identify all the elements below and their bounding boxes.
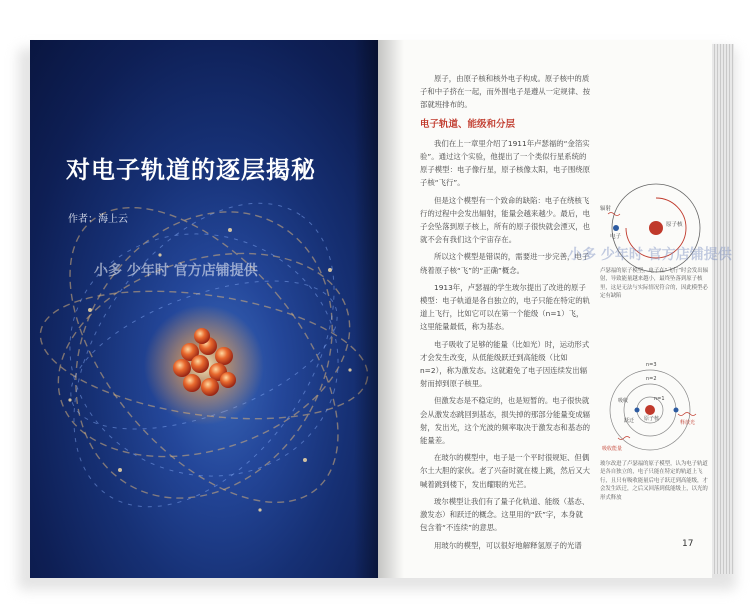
light-wave-icon <box>678 413 696 416</box>
article-title: 对电子轨道的逐层揭秘 <box>66 156 316 184</box>
page-number: 17 <box>682 539 694 549</box>
body-paragraph: 电子吸收了足够的能量（比如光）时，运动形式才会发生改变，从低能级跃迁到高能级（比如n=2），称为激发态。这就避免了电子因连续发出辐射而掉到原子核里。 <box>420 339 590 389</box>
electron-icon <box>635 408 640 413</box>
diagram-label: 原子核 <box>644 416 660 422</box>
diagram-label: n=1 <box>654 396 665 402</box>
body-paragraph: 用玻尔的模型，可以很好地解释氢原子的光谱 <box>434 540 582 550</box>
diagram-caption: 卢瑟福的原子模型，电子在“飞行”时会发出辐射，导致能量越来越小，最终坠落到原子核里，这是无法与实际情况符合的，因此模型必定有缺陷 <box>600 268 709 300</box>
watermark-text: 小多 少年时 官方店铺提供 <box>568 247 732 263</box>
diagram-label: 吸收 <box>618 398 629 404</box>
body-paragraph: 在玻尔的模型中，电子是一个平时很规矩、但偶尔土大胆的家伙。老了兴奋时就在楼上跳，然后又大喊着跳到楼下，发出耀眼的光芒。 <box>420 453 590 489</box>
page-stack-edges <box>712 44 734 574</box>
diagram-label: 释放光 <box>680 420 696 426</box>
diagram-label: 电子 <box>610 234 622 240</box>
watermark-text: 小多 少年时 官方店铺提供 <box>94 263 258 279</box>
diagram-label: 吸收能量 <box>602 446 623 452</box>
body-paragraph: 所以这个模型是错误的，需要进一步完善，电子绕着原子核“飞”的“正确”概念。 <box>420 252 590 275</box>
body-paragraph: 但激发态是不稳定的，也是短暂的。电子很快就会从激发态跳回到基态，损失掉的那部分能量变成辐射，发出光，这个光波的频率取决于激发态和基态的能量差。 <box>420 396 590 446</box>
electron-icon <box>674 408 679 413</box>
nucleus-icon <box>649 221 663 235</box>
diagram-label: 原子核 <box>666 222 683 228</box>
intro-paragraph: 原子，由原子核和核外电子构成。原子核中的质子和中子挤在一起，而外围电子是遵从一定规律、按部就班排布的。 <box>420 74 590 110</box>
body-paragraph: 我们在上一章里介绍了1911年卢瑟福的“金箔实验”。通过这个实验，他提出了一个类似行星系统的原子模型：电子像行星，原子核像太阳，电子围绕原子核“飞行”。 <box>420 138 590 188</box>
article-author: 作者：海上云 <box>68 214 128 225</box>
body-paragraph: 但是这个模型有一个致命的缺陷：电子在绕核飞行的过程中会发出辐射，能量会越来越少。最后，电子会坠落到原子核上，所有的原子很快就会湮灭，也就不会有我们这个宇宙存在。 <box>420 195 590 245</box>
nucleus-icon <box>645 405 655 415</box>
electron-icon <box>613 225 619 231</box>
bohr-model-diagram <box>598 358 708 458</box>
section-heading: 电子轨道、能级和分层 <box>420 118 516 130</box>
absorb-wave-icon <box>618 437 630 440</box>
diagram-label: 跃迁 <box>624 418 635 424</box>
electron-orbits-illustration <box>30 40 378 578</box>
diagram-label: 辐射 <box>600 206 612 212</box>
diagram-label: n=2 <box>646 376 657 382</box>
left-page-cover-illustration <box>30 40 378 578</box>
body-paragraph: 玻尔模型让我们有了量子化轨道、能级（基态、激发态）和跃迁的概念。这里用的“跃”字，本身就包含着“不连续”的意思。 <box>420 496 590 533</box>
body-paragraph: 1913年，卢瑟福的学生玻尔提出了改进的原子模型：电子轨道是各自独立的，电子只能在特定的轨道上飞行，比如它可以在第一个能级（n=1）飞，这里能量最低，称为基态。 <box>420 282 590 332</box>
diagram-label: n=3 <box>646 362 657 368</box>
diagram-caption: 玻尔改进了卢瑟福的原子模型，认为电子轨道是各自独立的，电子只能在特定的轨道上飞行，且只有吸收能量后电子跃迁到高能级，才会发生跃迁，之后又回落到低能级上，以光的形式释放 <box>600 461 708 501</box>
article-body <box>420 72 590 556</box>
